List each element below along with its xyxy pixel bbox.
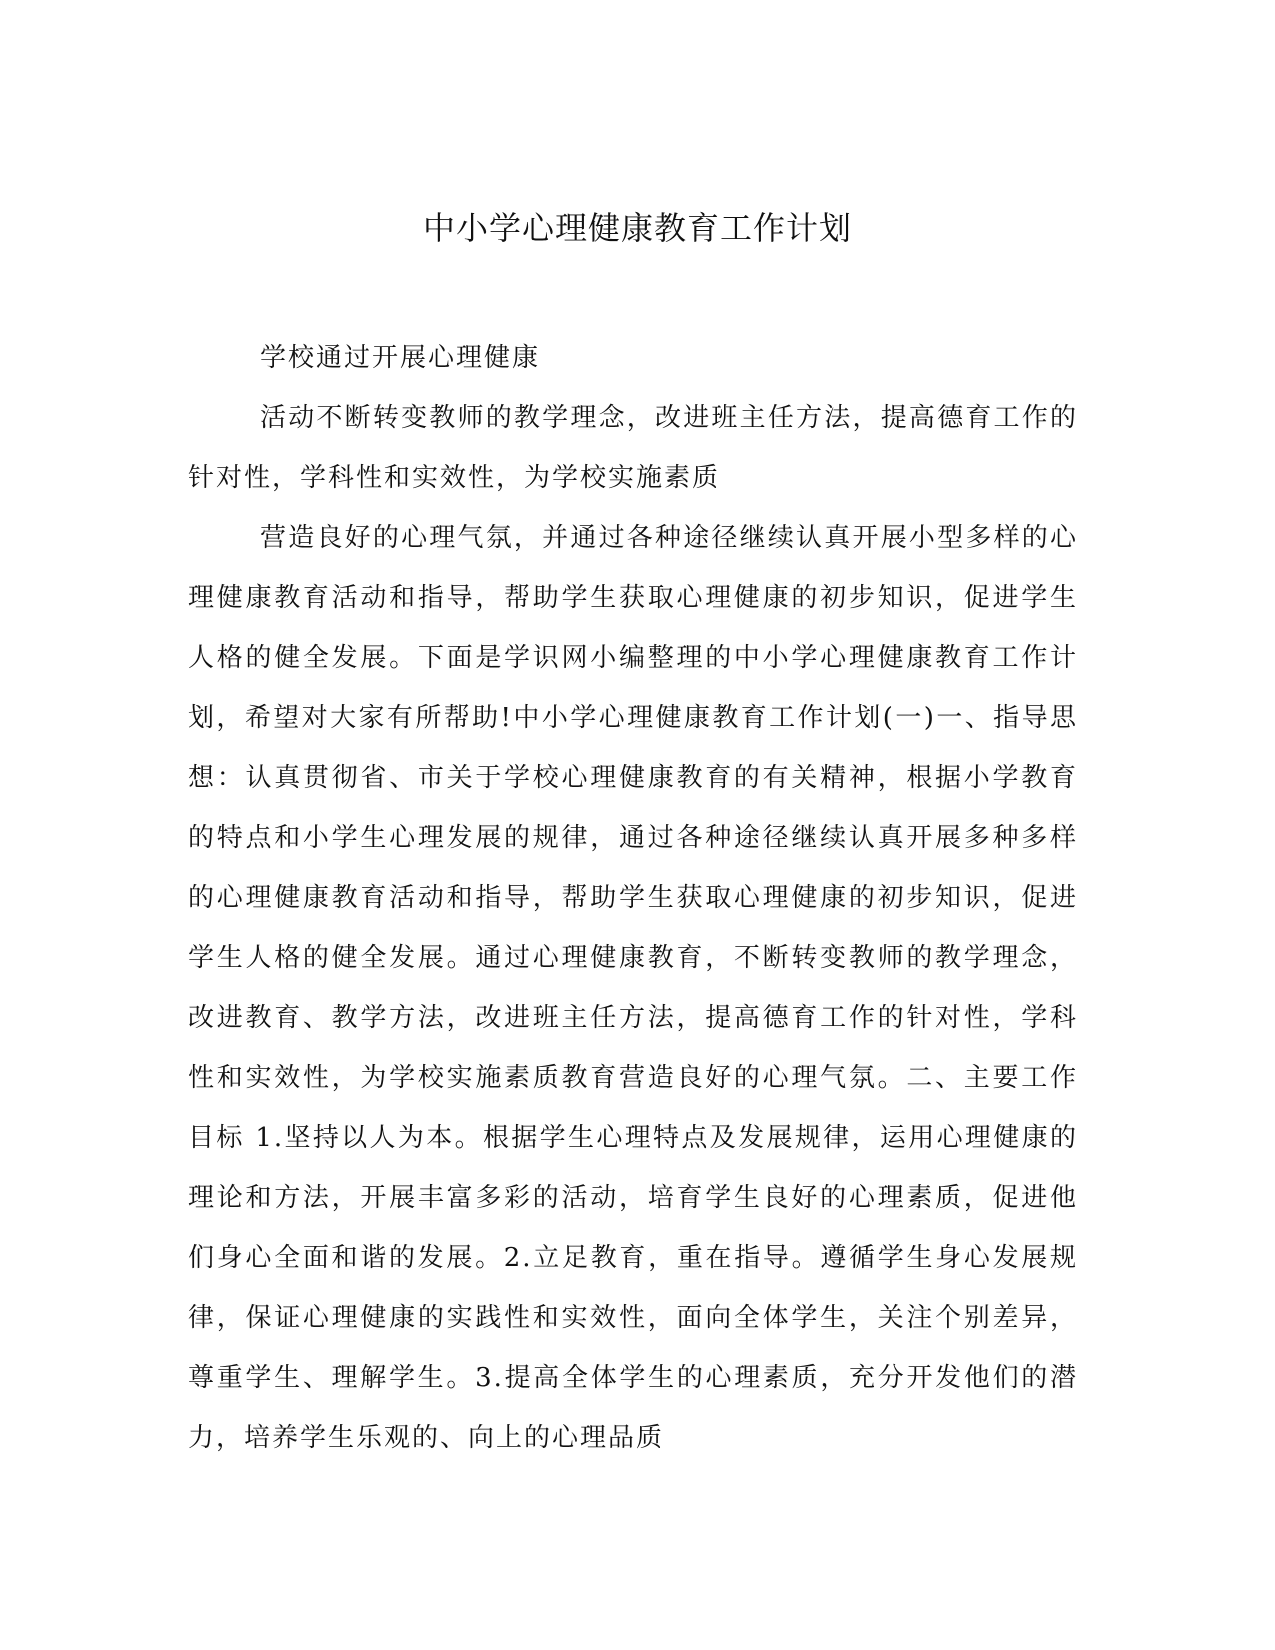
document-body xyxy=(188,328,1078,1468)
paragraph-activities: 活动不断转变教师的教学理念，改进班主任方法，提高德育工作的针对性，学科性和实效性，为学校实施素质 xyxy=(188,403,1078,493)
paragraph-intro: 学校通过开展心理健康 xyxy=(260,343,541,373)
paragraph-main: 营造良好的心理气氛，并通过各种途径继续认真开展小型多样的心理健康教育活动和指导，帮助学生获取心理健康的初步知识，促进学生人格的健全发展。下面是学识网小编整理的中小学心理健康教育工作计划，希望对大家有所帮助!中小学心理健康教育工作计划(一)一、指导思想：认真贯彻省、市关于学校心理健康教育的有关精神，根据小学教育的特点和小学生心理发展的规律，通过各种途径继续认真开展多种多样的心理健康教育活动和指导，帮助学生获取心理健康的初步知识，促进学生人格的健全发展。通过心理健康教育，不断转变教师的教学理念，改进教育、教学方法，改进班主任方法，提高德育工作的针对性，学科性和实效性，为学校实施素质教育营造良好的心理气氛。二、主要工作目标 1.坚持以人为本。根据学生心理特点及发展规律，运用心理健康的理论和方法，开展丰富多彩的活动，培育学生良好的心理素质，促进他们身心全面和谐的发展。2.立足教育，重在指导。遵循学生身心发展规律，保证心理健康的实践性和实效性，面向全体学生，关注个别差异，尊重学生、理解学生。3.提高全体学生的心理素质，充分开发他们的潜力，培养学生乐观的、向上的心理品质 xyxy=(188,523,1078,1453)
document-title: 中小学心理健康教育工作计划 xyxy=(422,209,852,247)
